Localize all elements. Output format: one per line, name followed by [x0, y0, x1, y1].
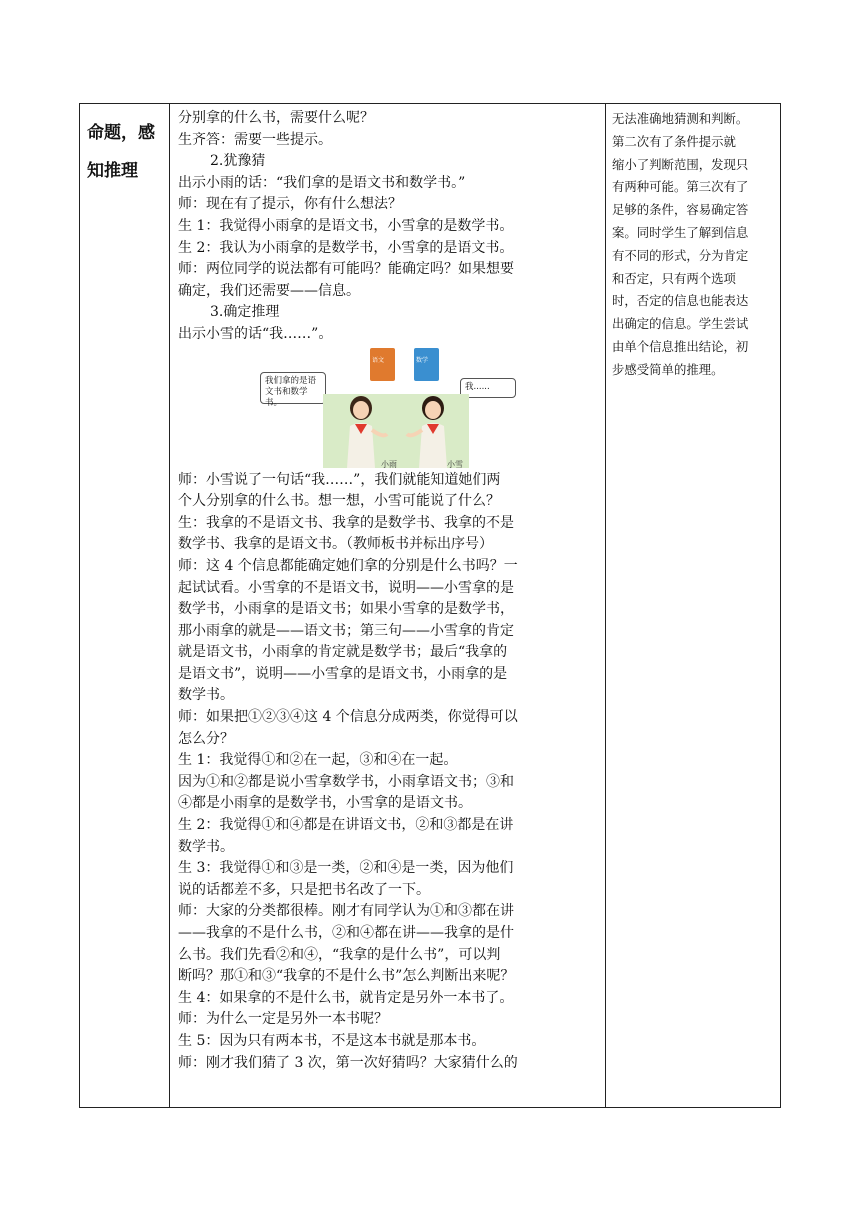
dialogue-line: 断吗？那①和③“我拿的不是什么书”怎么判断出来呢？	[178, 968, 515, 985]
dialogue-line: 数学书，小雨拿的是语文书；如果小雪拿的是数学书，	[178, 601, 514, 618]
dialogue-line: 数学书、我拿的是语文书。（教师板书并标出序号）	[178, 536, 493, 553]
dialogue-line: 数学书。	[178, 838, 234, 855]
dialogue-line: 生 2：我觉得①和④都是在讲语文书，②和③都是在讲	[178, 817, 514, 834]
dialogue-line: 生 4：如果拿的不是什么书，就肯定是另外一本书了。	[178, 989, 514, 1006]
dialogue-line: 师：如果把①②③④这 4 个信息分成两类，你觉得可以	[178, 709, 518, 726]
design-note-line: 第二次有了条件提示就	[612, 133, 736, 149]
dialogue-line: 说的话都差不多，只是把书名改了一下。	[178, 881, 430, 898]
dialogue-line: 师：这 4 个信息都能确定她们拿的分别是什么书吗？一	[178, 557, 518, 574]
dialogue-line: ——我拿的不是什么书，②和④都在讲——我拿的是什	[178, 925, 514, 941]
dialogue-line: 确定，我们还需要——信息。	[178, 282, 360, 299]
dialogue-line: 个人分别拿的什么书。想一想，小雪可能说了什么？	[178, 493, 500, 510]
dialogue-line: 生 2：我认为小雨拿的是数学书，小雪拿的是语文书。	[178, 239, 514, 256]
dialogue-line: ④都是小雨拿的是数学书，小雪拿的是语文书。	[178, 795, 472, 812]
design-intent-text	[606, 104, 780, 382]
design-note-line: 时，否定的信息也能表达	[612, 293, 749, 309]
dialogue-line: 出示小雪的话“我……”。	[178, 325, 333, 342]
design-note-line: 由单个信息推出结论，初	[612, 338, 749, 354]
dialogue-line: 么书。我们先看②和④，“我拿的是什么书”，可以判	[178, 946, 501, 963]
classroom-scene	[323, 394, 469, 468]
dialogue-line: 生 3：我觉得①和③是一类，②和④是一类，因为他们	[178, 860, 514, 877]
lesson-illustration	[260, 348, 520, 468]
phase-label-line: 知推理	[87, 161, 138, 181]
dialogue-line: 那小雨拿的就是——语文书；第三句——小雪拿的肯定	[178, 622, 514, 639]
lesson-table	[79, 103, 781, 1108]
dialogue-line: 就是语文书，小雨拿的肯定就是数学书；最后“我拿的	[178, 644, 508, 661]
dialogue-line: 师：现在有了提示，你有什么想法？	[178, 196, 402, 213]
dialogue-line: 师：小雪说了一句话“我……”，我们就能知道她们两	[178, 471, 501, 488]
dialogue-line: 生齐答：需要一些提示。	[178, 131, 332, 148]
dialogue-line: 2.犹豫猜	[210, 153, 266, 170]
dialogue-line: 怎么分？	[178, 730, 234, 747]
dialogue-line: 生：我拿的不是语文书、我拿的是数学书、我拿的不是	[178, 514, 514, 531]
teaching-process-text	[170, 104, 605, 1074]
design-note-line: 案。同时学生了解到信息	[612, 224, 749, 240]
design-note-line: 无法准确地猜测和判断。	[612, 111, 749, 126]
dialogue-line: 师：两位同学的说法都有可能吗？能确定吗？如果想要	[178, 261, 514, 278]
dialogue-line: 因为①和②都是说小雪拿数学书，小雨拿语文书；③和	[178, 773, 514, 790]
dialogue-after-figure	[178, 470, 605, 1075]
name-label-xiaoyu: 小雨	[381, 459, 397, 469]
math-book-icon: 数学	[414, 348, 439, 381]
dialogue-line: 生 1：我觉得小雨拿的是语文书，小雪拿的是数学书。	[178, 217, 514, 234]
chinese-book-icon: 语文	[370, 348, 395, 381]
dialogue-line: 起试试看。小雪拿的不是语文书，说明——小雪拿的是	[178, 579, 514, 596]
teaching-process-column	[170, 104, 606, 1107]
design-note-line: 有两种可能。第三次有了	[612, 179, 749, 195]
dialogue-line: 分别拿的什么书，需要什么呢？	[178, 110, 374, 126]
dialogue-line: 3.确定推理	[210, 304, 280, 321]
dialogue-line: 出示小雨的话：“我们拿的是语文书和数学书。”	[178, 174, 466, 191]
dialogue-line: 数学书。	[178, 687, 234, 704]
dialogue-line: 师：大家的分类都很棒。刚才有同学认为①和③都在讲	[178, 903, 514, 920]
speech-bubble-xiaoxue: 我......	[460, 378, 516, 398]
dialogue-line: 生 1：我觉得①和②在一起，③和④在一起。	[178, 752, 458, 769]
dialogue-before-figure	[178, 108, 605, 346]
phase-label	[80, 104, 169, 190]
design-note-line: 出确定的信息。学生尝试	[612, 316, 749, 332]
design-note-line: 步感受简单的推理。	[612, 361, 724, 377]
design-note-line: 和否定，只有两个选项	[612, 270, 736, 286]
dialogue-line: 师：为什么一定是另外一本书呢？	[178, 1011, 388, 1028]
design-note-line: 有不同的形式，分为肯定	[612, 247, 749, 263]
design-note-line: 缩小了判断范围，发现只	[612, 156, 749, 172]
dialogue-line: 师：刚才我们猜了 3 次，第一次好猜吗？大家猜什么的	[178, 1054, 518, 1071]
speech-bubble-xiaoyu: 我们拿的是语文书和数学书。	[260, 372, 326, 404]
name-label-xiaoxue: 小雪	[447, 459, 463, 469]
design-intent-column	[606, 104, 780, 1107]
phase-label-line: 命题，感	[87, 123, 155, 143]
phase-column	[80, 104, 170, 1107]
dialogue-line: 是语文书”，说明——小雪拿的是语文书，小雨拿的是	[178, 665, 508, 682]
dialogue-line: 生 5：因为只有两本书，不是这本书就是那本书。	[178, 1032, 486, 1049]
design-note-line: 足够的条件，容易确定答	[612, 202, 749, 218]
